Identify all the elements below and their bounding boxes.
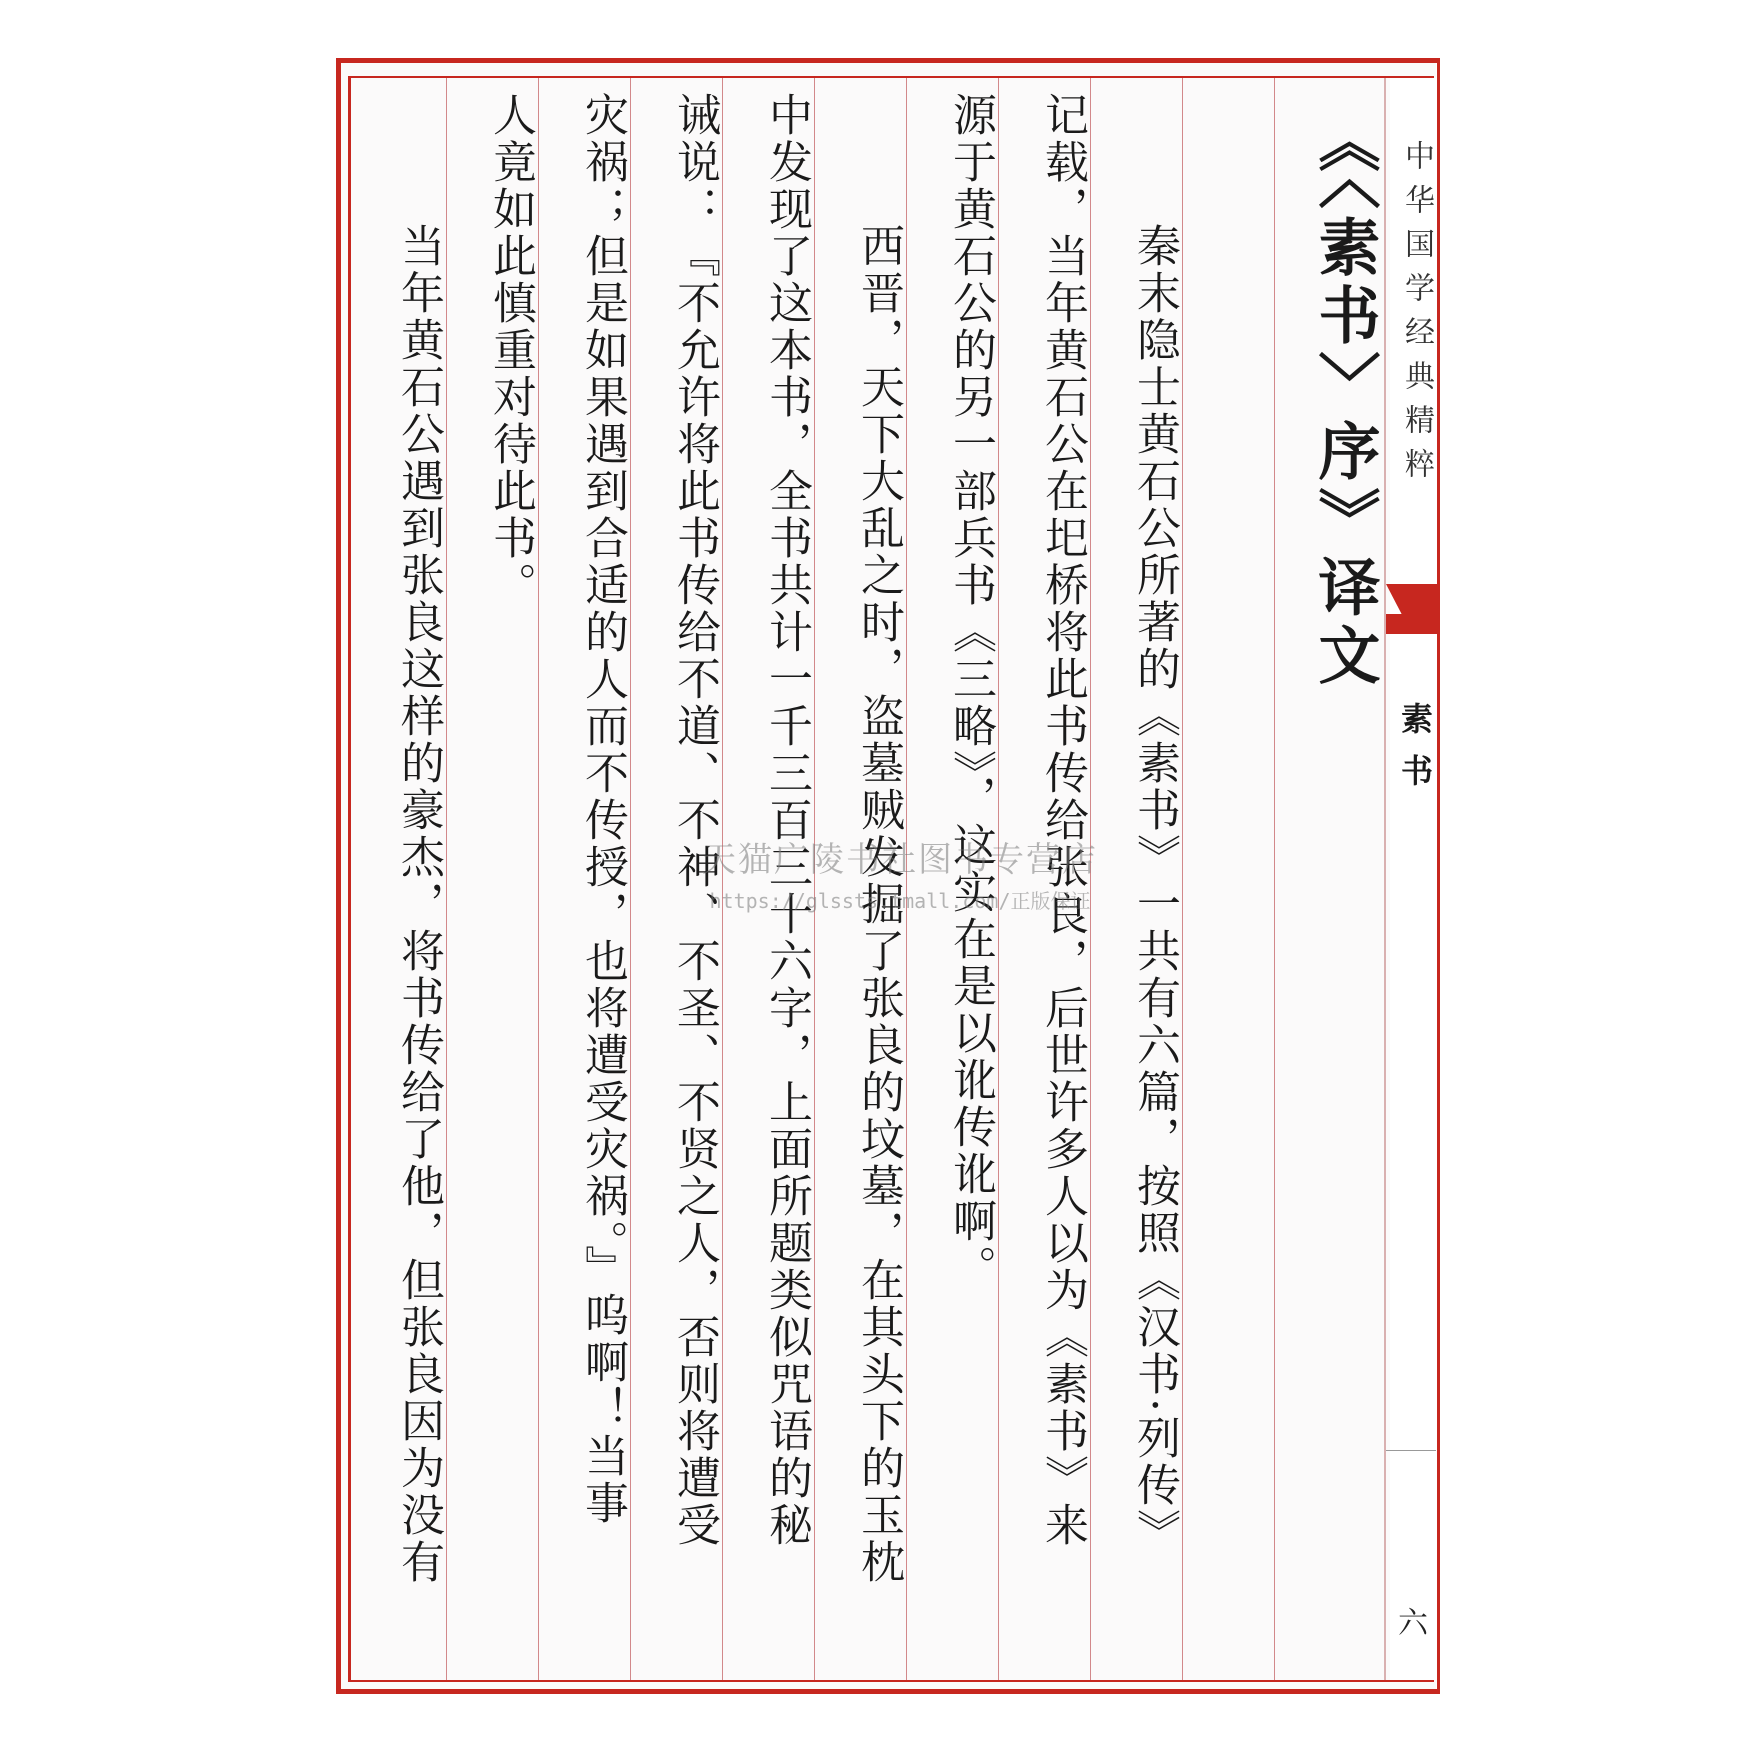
- watermark-url: https://glssts.tmall.com/正版保证: [709, 889, 1091, 913]
- text-column: 中发现了这本书，全书共计一千三百三十六字，上面所题类似咒语的秘: [761, 92, 812, 1549]
- text-column: 源于黄石公的另一部兵书《三略》，这实在是以讹传讹啊。: [945, 92, 996, 1292]
- column-rule: [630, 78, 631, 1680]
- column-rule: [1182, 78, 1183, 1680]
- column-rule: [446, 78, 447, 1680]
- column-rule: [998, 78, 999, 1680]
- column-rule: [538, 78, 539, 1680]
- column-rule: [814, 78, 815, 1680]
- column-rule: [722, 78, 723, 1680]
- chapter-title: 《〈素书〉序》译文: [1308, 110, 1381, 691]
- column-rule: [1274, 78, 1275, 1680]
- text-column: 当年黄石公遇到张良这样的豪杰，将书传给了他，但张良因为没有: [393, 176, 444, 1586]
- text-column: 西晋，天下大乱之时，盗墓贼发掘了张良的坟墓，在其头下的玉枕: [853, 176, 904, 1586]
- watermark-name: 天猫广陵书社图书专营店: [702, 840, 1098, 880]
- text-column: 人竟如此慎重对待此书。: [485, 92, 536, 609]
- column-rule: [1090, 78, 1091, 1680]
- text-column: 记载，当年黄石公在圯桥将此书传给张良，后世许多人以为《素书》来: [1037, 92, 1088, 1549]
- header-separator: [1386, 1450, 1436, 1451]
- page-number: 六: [1398, 1606, 1428, 1641]
- column-rule: [906, 78, 907, 1680]
- book-title: 素书: [1396, 702, 1434, 806]
- text-column: 灾祸；但是如果遇到合适的人而不传授，也将遭受灾祸。』呜啊！当事: [577, 92, 628, 1527]
- series-title: 中华国学经典精粹: [1399, 140, 1434, 492]
- text-column: 秦末隐士黄石公所著的《素书》一共有六篇，按照《汉书·列传》: [1129, 176, 1180, 1556]
- text-column: 诫说：『不允许将此书传给不道、不神、不圣、不贤之人，否则将遭受: [669, 92, 720, 1549]
